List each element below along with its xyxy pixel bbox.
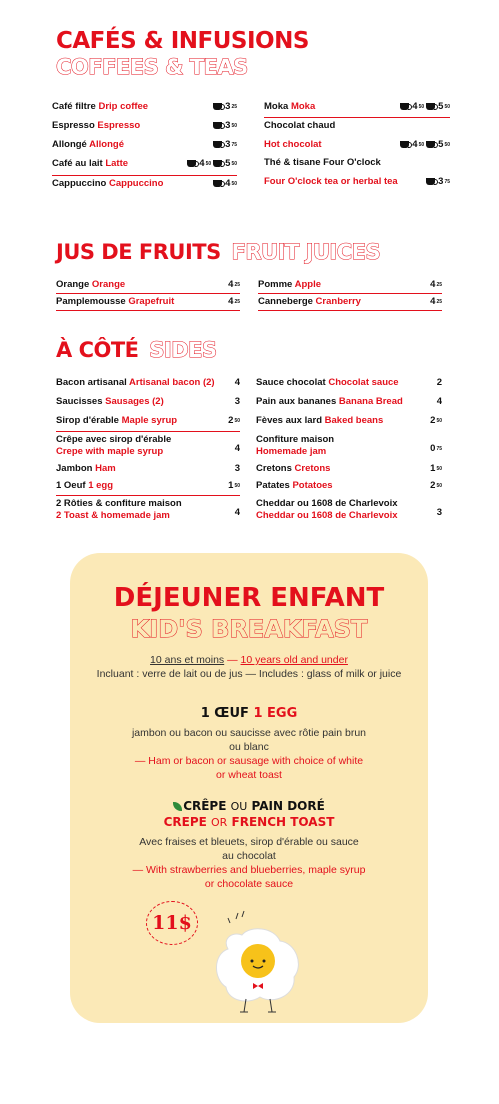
item-name-en: Chocolat sauce <box>328 377 399 388</box>
cup-icon <box>213 122 222 129</box>
menu-item <box>256 375 442 394</box>
kids-item2-title-en <box>70 815 428 829</box>
kids-item2-en-a: CREPE <box>163 815 207 829</box>
item-name-fr: Café au lait <box>52 158 103 169</box>
item-name-en: Apple <box>294 279 322 290</box>
item-name-fr: Confiture maison <box>256 434 335 445</box>
item-name-en: Homemade jam <box>256 446 327 457</box>
kids-item1-title <box>70 706 428 721</box>
menu-item <box>52 137 237 156</box>
price-value: 2 <box>430 480 436 491</box>
kids-item2-desc-fr: Avec fraises et bleuets, sirop d'érable ou sauce au chocolat <box>139 836 359 862</box>
item-name-fr: Fèves aux lard <box>256 415 323 426</box>
price-value: 4 <box>234 507 240 518</box>
item-name-en: Drip coffee <box>98 101 149 112</box>
price-value: 3 <box>225 101 231 112</box>
price-cents: 50 <box>231 180 237 187</box>
price-value: 2 <box>228 415 234 426</box>
item-name-en: Espresso <box>97 120 141 131</box>
price-value: 2 <box>436 377 442 388</box>
price-cents: 50 <box>436 465 442 472</box>
price-value: 4 <box>430 296 436 307</box>
price-value: 4 <box>234 443 240 454</box>
item-name-fr: Moka <box>264 101 289 112</box>
item-name-en: Crepe with maple syrup <box>56 446 164 457</box>
item-name-fr: 2 Rôties & confiture maison <box>56 498 182 509</box>
price-badge <box>146 901 198 945</box>
price-value: 4 <box>225 178 231 189</box>
price-value: 4 <box>199 158 205 169</box>
price-cents: 50 <box>436 482 442 489</box>
cup-icon <box>213 160 222 167</box>
item-name-en: Hot chocolat <box>264 139 322 150</box>
menu-item <box>264 118 450 137</box>
cup-icon <box>400 141 409 148</box>
menu-item <box>264 99 450 118</box>
cup-icon <box>426 141 435 148</box>
price-cents: 25 <box>436 281 442 288</box>
price-cents: 50 <box>234 417 240 424</box>
price-value: 5 <box>225 158 231 169</box>
price-value: 4 <box>430 279 436 290</box>
item-name-fr: Sirop d'érable <box>56 415 119 426</box>
price-value: 3 <box>225 139 231 150</box>
menu-item <box>56 294 240 311</box>
item-name-en: Banana Bread <box>338 396 403 407</box>
item-name-fr: Thé & tisane Four O'clock <box>264 157 381 168</box>
item-name-fr: Pamplemousse <box>56 296 126 307</box>
kids-age-fr: 10 ans et moins <box>150 654 225 666</box>
sides-title <box>56 338 217 362</box>
price-value: 1 <box>228 480 234 491</box>
item-name-en: Grapefruit <box>128 296 175 307</box>
item-name-fr: Jambon <box>56 463 93 474</box>
item-name-fr: Cappuccino <box>52 178 107 189</box>
cup-icon <box>213 141 222 148</box>
egg-mascot-icon <box>208 909 308 1019</box>
menu-item <box>56 461 240 478</box>
menu-item <box>256 432 442 461</box>
price-value: 4 <box>436 396 442 407</box>
item-name-en: 1 egg <box>88 480 114 491</box>
price-cents: 75 <box>436 445 442 452</box>
item-name-fr: Sauce chocolat <box>256 377 326 388</box>
menu-item <box>52 99 237 118</box>
item-name-en: Cheddar ou 1608 de Charlevoix <box>256 510 398 521</box>
coffees-title-fr: CAFÉS & INFUSIONS <box>56 28 309 54</box>
menu-item <box>56 375 240 394</box>
kids-item1-desc-en: — Ham or bacon or sausage with choice of white or wheat toast <box>134 755 364 781</box>
price-cents: 50 <box>234 482 240 489</box>
price-cents: 50 <box>205 160 212 167</box>
kids-item2-fr-b: PAIN DORÉ <box>251 799 325 813</box>
price-cents: 75 <box>231 141 237 148</box>
menu-item <box>264 137 450 155</box>
juices-title-fr-text: JUS DE FRUITS <box>56 240 221 264</box>
kids-price: 11$ <box>152 912 192 934</box>
item-name-fr: Pomme <box>258 279 293 290</box>
kids-age <box>70 654 428 666</box>
menu-item <box>256 478 442 496</box>
price-cents: 25 <box>234 298 240 305</box>
menu-item <box>264 155 450 174</box>
kids-item1-desc-fr: jambon ou bacon ou saucisse avec rôtie pain brun ou blanc <box>131 727 367 753</box>
price-cents: 50 <box>231 122 237 129</box>
kids-includes: Incluant : verre de lait ou de jus — Includes : glass of milk or juice <box>96 668 402 680</box>
price-value: 4 <box>412 139 418 150</box>
coffees-left-column <box>52 99 237 196</box>
price-value: 4 <box>228 279 234 290</box>
menu-item <box>56 478 240 496</box>
price-value: 3 <box>234 396 240 407</box>
price-cents: 25 <box>234 281 240 288</box>
menu-item <box>56 394 240 413</box>
juices-right-column <box>258 277 442 311</box>
item-name-en: Allongé <box>89 139 124 150</box>
item-name-fr: Crêpe avec sirop d'érable <box>56 434 172 445</box>
item-name-en: Cappuccino <box>109 178 164 189</box>
price-value: 1 <box>430 463 436 474</box>
menu-item <box>256 496 442 528</box>
menu-item <box>264 174 450 194</box>
item-name-fr: Chocolat chaud <box>264 120 336 131</box>
item-name-fr: Orange <box>56 279 90 290</box>
price-value: 4 <box>412 101 418 112</box>
item-name-en: Maple syrup <box>121 415 178 426</box>
menu-item <box>258 294 442 311</box>
sides-right-column <box>256 375 442 528</box>
price-value: 5 <box>438 139 444 150</box>
kids-item2-en-b: FRENCH TOAST <box>231 815 335 829</box>
item-name-fr: Saucisses <box>56 396 103 407</box>
price-value: 4 <box>234 377 240 388</box>
juices-title-en: FRUIT JUICES <box>231 240 381 264</box>
item-name-fr: Bacon artisanal <box>56 377 127 388</box>
cup-icon <box>426 178 435 185</box>
kids-item2-fr-a: CRÊPE <box>183 799 227 813</box>
sides-left-column <box>56 375 240 528</box>
coffees-right-column <box>264 99 450 194</box>
leaf-icon <box>173 802 182 811</box>
kids-breakfast-panel <box>70 553 428 1023</box>
item-name-en: Baked beans <box>324 415 384 426</box>
kids-age-en: 10 years old and under <box>240 654 348 666</box>
menu-item <box>56 432 240 461</box>
item-name-en: Moka <box>290 101 316 112</box>
menu-item <box>52 176 237 196</box>
price-cents: 50 <box>418 103 425 110</box>
menu-item <box>56 277 240 294</box>
item-name-fr: Espresso <box>52 120 95 131</box>
juices-left-column <box>56 277 240 311</box>
price-cents: 50 <box>436 417 442 424</box>
kids-item2-desc-en: — With strawberries and blueberries, maple syrup or chocolate sauce <box>132 864 366 890</box>
price-cents: 25 <box>231 103 237 110</box>
menu-item <box>52 118 237 137</box>
price-value: 3 <box>436 507 442 518</box>
item-name-en: Four O'clock tea or herbal tea <box>264 176 398 187</box>
price-cents: 50 <box>444 141 450 148</box>
item-name-fr: Pain aux bananes <box>256 396 337 407</box>
menu-item <box>56 496 240 528</box>
item-name-en: Latte <box>105 158 129 169</box>
price-value: 0 <box>430 443 436 454</box>
menu-item <box>256 394 442 413</box>
price-cents: 75 <box>444 178 450 185</box>
kids-item2-title-fr <box>70 799 428 813</box>
item-name-en: Cretons <box>294 463 331 474</box>
price-cents: 50 <box>444 103 450 110</box>
price-cents: 50 <box>418 141 425 148</box>
item-name-fr: Canneberge <box>258 296 313 307</box>
item-name-en: Sausages (2) <box>105 396 164 407</box>
coffees-title-en: COFFEES & TEAS <box>56 55 248 79</box>
price-value: 3 <box>225 120 231 131</box>
price-value: 4 <box>228 296 234 307</box>
price-value: 2 <box>430 415 436 426</box>
menu-item <box>52 156 237 176</box>
price-value: 3 <box>438 176 444 187</box>
kids-item1-fr: 1 ŒUF <box>200 706 249 721</box>
item-name-fr: Allongé <box>52 139 87 150</box>
menu-item <box>256 461 442 478</box>
item-name-fr: 1 Oeuf <box>56 480 86 491</box>
item-name-fr: Cheddar ou 1608 de Charlevoix <box>256 498 398 509</box>
item-name-en: Potatoes <box>292 480 333 491</box>
kids-title-fr: DÉJEUNER ENFANT <box>113 583 385 613</box>
price-cents: 50 <box>231 160 237 167</box>
cup-icon <box>213 180 222 187</box>
sides-title-fr: À CÔTÉ <box>56 338 139 362</box>
cup-icon <box>426 103 435 110</box>
kids-item2-or: OR <box>211 816 228 829</box>
menu-item <box>56 413 240 432</box>
sides-title-en: SIDES <box>149 338 217 362</box>
price-value: 3 <box>234 463 240 474</box>
menu-item <box>258 277 442 294</box>
juices-title-fr <box>56 240 380 264</box>
item-name-fr: Cretons <box>256 463 292 474</box>
item-name-fr: Patates <box>256 480 290 491</box>
item-name-en: 2 Toast & homemade jam <box>56 510 170 521</box>
kids-item1-en: 1 EGG <box>253 706 298 721</box>
price-value: 5 <box>438 101 444 112</box>
kids-item2-ou: OU <box>230 800 248 813</box>
item-name-en: Cranberry <box>315 296 361 307</box>
cup-icon <box>213 103 222 110</box>
kids-title-en: KID'S BREAKFAST <box>130 615 368 643</box>
cup-icon <box>400 103 409 110</box>
item-name-fr: Café filtre <box>52 101 96 112</box>
item-name-en: Orange <box>91 279 126 290</box>
cup-icon <box>187 160 196 167</box>
item-name-en: Ham <box>95 463 116 474</box>
menu-item <box>256 413 442 432</box>
kids-age-separator: — <box>227 654 238 666</box>
item-name-en: Artisanal bacon (2) <box>129 377 215 388</box>
price-cents: 25 <box>436 298 442 305</box>
